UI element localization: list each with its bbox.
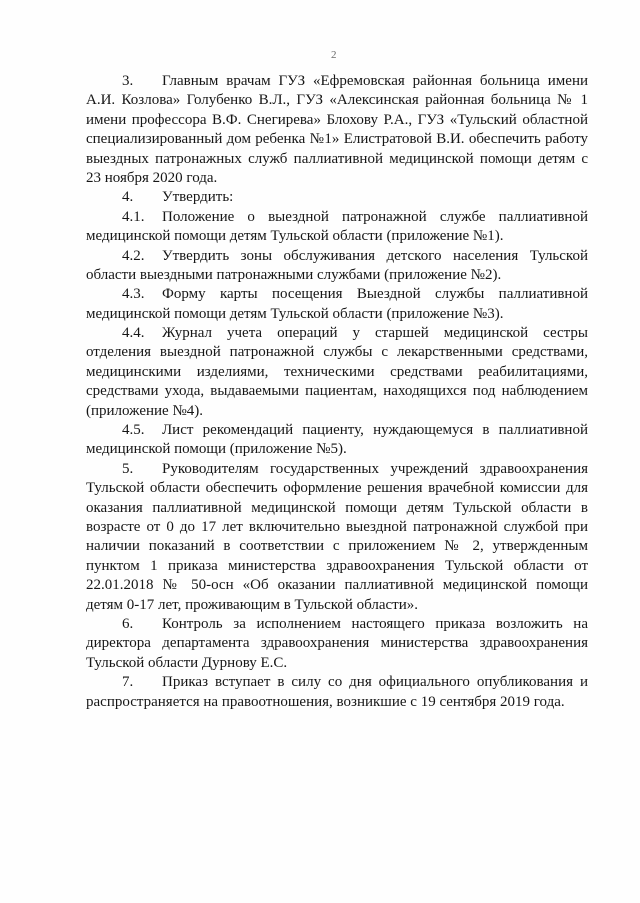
paragraph-line: пунктом 1 приказа министерства здравоохранения Тульской области от [86,557,588,574]
paragraph-line-text: Положение о выездной патронажной службе паллиативной [162,208,588,225]
paragraph-line [86,324,588,343]
paragraph-line-text: Журнал учета операций у старшей медицинской сестры [162,325,588,342]
paragraph-number: 4.4. [122,325,145,342]
paragraph-7 [86,673,588,712]
paragraph-line: выездных патронажных служб паллиативной медицинской помощи детям с [86,150,588,167]
page-number: 2 [331,49,337,61]
paragraph-line: медицинской помощи детям Тульской области (приложение №1). [86,228,504,245]
paragraph-line: медицинскими изделиями, техническими средствами реабилитациями, [86,363,588,380]
paragraph-line: распространяется на правоотношения, возникшие с 19 сентября 2019 года. [86,693,565,710]
paragraph-line: оказания паллиативной медицинской помощи детям Тульской области в [86,499,588,516]
paragraph-line [86,285,588,304]
paragraph-line-text: Главным врачам ГУЗ «Ефремовская районная больница имени [162,73,588,89]
paragraph-line [86,188,588,207]
paragraph-line: специализированный дом ребенка №1» Елистратовой В.И. обеспечить работу [86,131,588,148]
paragraph-line [86,460,588,479]
paragraph-line: наличии показаний в соответствии с приложением № 2, утвержденным [86,538,588,555]
paragraph-number: 4.1. [122,208,145,225]
paragraph-line [86,421,588,440]
paragraph-number: 5. [122,460,134,477]
document-body [86,72,588,712]
paragraph-number: 7. [122,674,134,691]
paragraph-line-text: Утвердить зоны обслуживания детского населения Тульской [162,247,588,264]
paragraph-4-4 [86,324,588,421]
paragraph-number: 6. [122,615,134,632]
paragraph-4-3 [86,285,588,324]
paragraph-4 [86,188,588,207]
paragraph-line-text: Лист рекомендаций пациенту, нуждающемуся в паллиативной [162,422,588,439]
paragraph-line: (приложение №4). [86,402,204,419]
paragraph-line [86,673,588,692]
paragraph-number: 3. [122,73,134,89]
paragraph-3 [86,72,588,188]
paragraph-line: Тульской области Дурнову Е.С. [86,654,288,671]
paragraph-line [86,72,588,91]
paragraph-line: Тульской области обеспечить оформление решения врачебной комиссии для [86,480,588,497]
paragraph-line [86,247,588,266]
paragraph-line: А.И. Козлова» Голубенко В.Л., ГУЗ «Алексинская районная больница № 1 [86,92,588,109]
paragraph-number: 4.5. [122,422,145,439]
paragraph-4-2 [86,247,588,286]
paragraph-4-1 [86,208,588,247]
paragraph-line: медицинской помощи (приложение №5). [86,441,347,458]
paragraph-line: медицинской помощи детям Тульской области (приложение №3). [86,305,504,322]
paragraph-number: 4. [122,189,134,206]
paragraph-line-text: Приказ вступает в силу со дня официального опубликования и [162,674,588,691]
paragraph-line: отделения выездной патронажной службы с лекарственными средствами, [86,344,588,361]
paragraph-line: имени профессора В.Ф. Снегирева» Блохову Р.А., ГУЗ «Тульский областной [86,111,588,128]
paragraph-line: директора департамента здравоохранения министерства здравоохранения [86,635,588,652]
paragraph-line-text: Форму карты посещения Выездной службы паллиативной [162,286,588,303]
paragraph-line-text: Контроль за исполнением настоящего приказа возложить на [162,615,588,632]
paragraph-line [86,615,588,634]
paragraph-line: 23 ноября 2020 года. [86,169,218,186]
paragraph-line: детям 0-17 лет, проживающим в Тульской области». [86,596,418,613]
paragraph-line: возрасте от 0 до 17 лет включительно выездной патронажной службой при [86,518,588,535]
paragraph-number: 4.3. [122,286,145,303]
paragraph-6 [86,615,588,673]
paragraph-line: области выездными патронажными службами (приложение №2). [86,266,502,283]
paragraph-line: 22.01.2018 № 50-осн «Об оказании паллиативной медицинской помощи [86,577,588,594]
paragraph-line: средствами ухода, выдаваемыми пациентам, находящихся под наблюдением [86,383,588,400]
paragraph-line-text: Утвердить: [162,189,234,206]
paragraph-line-text: Руководителям государственных учреждений здравоохранения [162,460,588,477]
paragraph-5 [86,460,588,615]
paragraph-number: 4.2. [122,247,145,264]
paragraph-line [86,208,588,227]
paragraph-4-5 [86,421,588,460]
